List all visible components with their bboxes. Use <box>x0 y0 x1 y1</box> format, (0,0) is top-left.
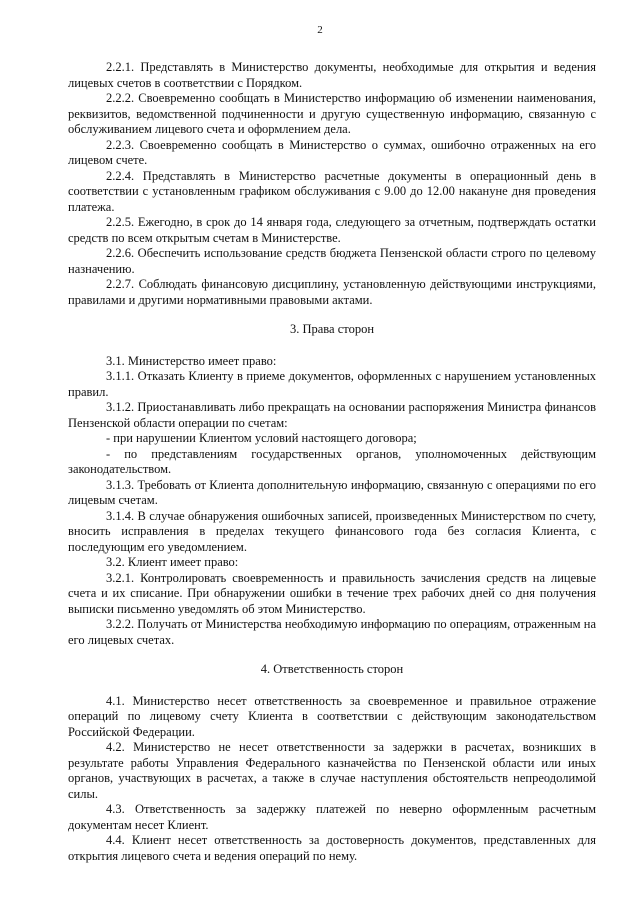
clause-4-4: 4.4. Клиент несет ответственность за достоверность документов, представленных для открытия лицевого счета и ведения операций по нему. <box>68 833 596 863</box>
clause-2-2-7: 2.2.7. Соблюдать финансовую дисциплину, установленную действующими инструкциями, правилами и другими нормативными правовыми актами. <box>68 277 596 307</box>
document-body <box>68 60 596 864</box>
clause-3-2-1: 3.2.1. Контролировать своевременность и правильность зачисления средств на лицевые счета и их списание. При обнаружении ошибки в течение трех рабочих дней со дня получения выписки письменно уведомлять об этом Министерство. <box>68 570 596 616</box>
clause-2-2-1: 2.2.1. Представлять в Министерство документы, необходимые для открытия и ведения лицевых счетов в соответствии с Порядком. <box>68 60 596 90</box>
clause-2-2-2: 2.2.2. Своевременно сообщать в Министерство информацию об изменении наименования, реквизитов, ведомственной подчиненности и другую существенную информацию, связанную с обслуживанием лицевого счета и оформлением дела. <box>68 91 596 136</box>
clause-4-3: 4.3. Ответственность за задержку платежей по неверно оформленным расчетным документам несет Клиент. <box>68 802 596 832</box>
clause-3-1-2-bullet-1: - при нарушении Клиентом условий настоящего договора; <box>106 431 417 445</box>
clause-3-1-4: 3.1.4. В случае обнаружения ошибочных записей, произведенных Министерством по счету, вносить исправления в пределах текущего финансового года без согласия Клиента, с последующим его уведомлением. <box>68 508 596 554</box>
clause-3-1-2-bullet-2: - по представлениям государственных органов, уполномоченных действующим законодательством. <box>68 446 596 476</box>
clause-3-1-1: 3.1.1. Отказать Клиенту в приеме документов, оформленных с нарушением установленных правил. <box>68 369 596 399</box>
clause-2-2-4: 2.2.4. Представлять в Министерство расчетные документы в операционный день в соответствии с установленным графиком обслуживания с 9.00 до 12.00 накануне дня проведения платежа. <box>68 168 596 214</box>
clause-3-1-3: 3.1.3. Требовать от Клиента дополнительную информацию, связанную с операциями по его лицевым счетам. <box>68 477 596 507</box>
page-number: 2 <box>317 24 323 36</box>
clause-4-1: 4.1. Министерство несет ответственность за своевременное и правильное отражение операций по лицевому счету Клиента в соответствии с действующим законодательством Российской Федерации. <box>68 693 596 739</box>
section-4-heading: 4. Ответственность сторон <box>260 662 404 676</box>
clause-2-2-3: 2.2.3. Своевременно сообщать в Министерство о суммах, ошибочно отраженных на его лицевом счете. <box>68 137 596 167</box>
clause-3-2-2: 3.2.2. Получать от Министерства необходимую информацию по операциям, отраженным на его лицевых счетах. <box>68 617 596 647</box>
clause-2-2-6: 2.2.6. Обеспечить использование средств бюджета Пензенской области строго по целевому назначению. <box>68 246 596 276</box>
clause-4-2: 4.2. Министерство не несет ответственности за задержки в расчетах, возникших в результате работы Управления Федерального казначейства по Пензенской области или иных органов, участвующих в расчетах, а также в случае наступления обстоятельств непреодолимой силы. <box>68 740 596 801</box>
clause-3-2: 3.2. Клиент имеет право: <box>106 555 239 569</box>
clause-3-1-2: 3.1.2. Приостанавливать либо прекращать на основании распоряжения Министра финансов Пензенской области операции по счетам: <box>68 400 596 430</box>
section-3-heading: 3. Права сторон <box>289 322 375 336</box>
clause-2-2-5: 2.2.5. Ежегодно, в срок до 14 января года, следующего за отчетным, подтверждать остатки средств по всем открытым счетам в Министерстве. <box>68 215 596 245</box>
clause-3-1: 3.1. Министерство имеет право: <box>106 353 277 368</box>
